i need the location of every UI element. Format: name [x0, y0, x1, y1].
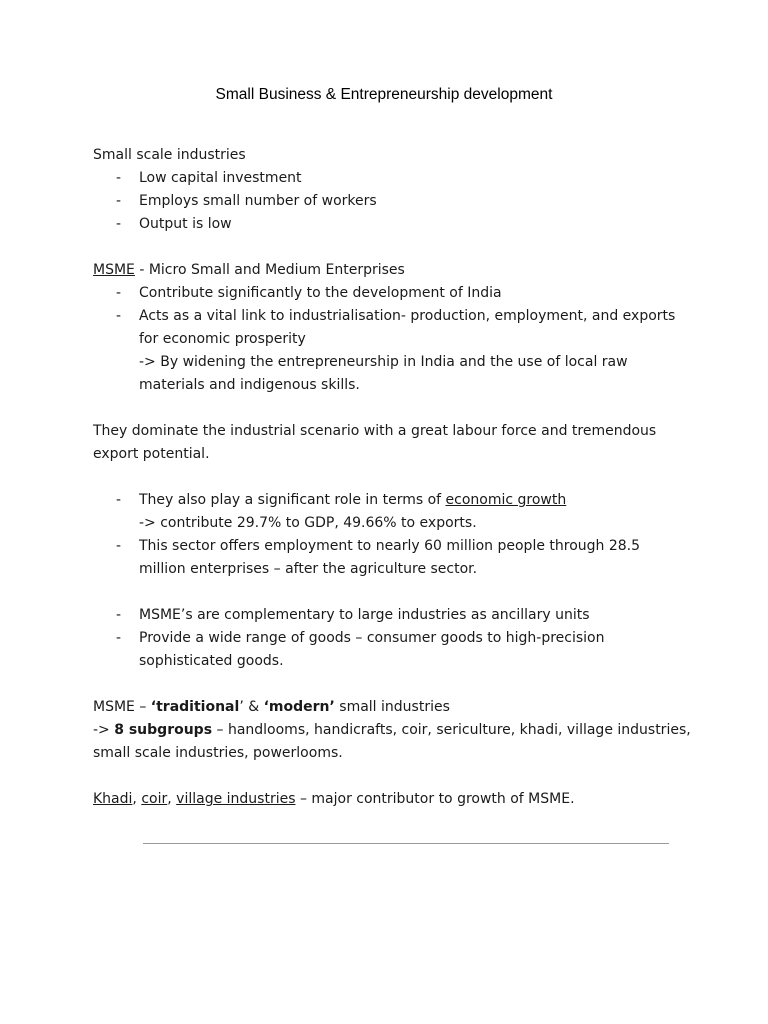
list-item-text: This sector offers employment to nearly 60 million people through 28.5 [139, 538, 641, 554]
section-heading-msme [93, 259, 683, 282]
msme-types-line [93, 696, 683, 719]
list-item-continuation: materials and indigenous skills. [139, 377, 360, 393]
list-item-continuation: sophisticated goods. [139, 653, 284, 669]
list-item-text: MSME’s are complementary to large industries as ancillary units [139, 607, 590, 623]
bullet-dash: - [116, 538, 122, 554]
list-item-continuation: -> By widening the entrepreneurship in India and the use of local raw [139, 354, 628, 370]
bullet-dash: - [116, 607, 122, 623]
list-item-text: Low capital investment [139, 170, 302, 186]
bullet-dash: - [116, 308, 122, 324]
text-span: , [167, 791, 177, 807]
bullet-dash: - [116, 630, 122, 646]
bullet-dash: - [116, 216, 122, 232]
list-item-continuation: for economic prosperity [139, 331, 306, 347]
list-item-continuation: -> contribute 29.7% to GDP, 49.66% to exports. [139, 515, 477, 531]
bullet-dash: - [116, 170, 122, 186]
text-span: – major contributor to growth of MSME. [295, 791, 575, 807]
coir-underlined: coir [141, 791, 168, 807]
horizontal-divider [143, 843, 669, 844]
bullet-dash: - [116, 492, 122, 508]
list-item [93, 535, 683, 558]
major-contributor-line [93, 788, 683, 811]
paragraph-line: They dominate the industrial scenario with a great labour force and tremendous [93, 423, 657, 439]
list-item-continuation: million enterprises – after the agriculture sector. [139, 561, 478, 577]
economic-growth-underlined: economic growth [445, 492, 567, 508]
list-item [93, 190, 683, 213]
traditional-bold: ‘traditional [150, 699, 240, 715]
list-item [93, 282, 683, 305]
text-span: ’ & [239, 699, 264, 715]
list-item-text: Acts as a vital link to industrialisation- production, employment, and exports [139, 308, 676, 324]
list-item [93, 604, 683, 627]
subgroups-continuation: small scale industries, powerlooms. [93, 745, 343, 761]
list-item-text: Contribute significantly to the development of India [139, 285, 502, 301]
document-title: Small Business & Entrepreneurship development [215, 86, 553, 103]
khadi-underlined: Khadi [93, 791, 133, 807]
msme-term: MSME [93, 262, 135, 278]
list-item-text: Provide a wide range of goods – consumer goods to high-precision [139, 630, 605, 646]
list-item-text: They also play a significant role in terms of [139, 492, 446, 508]
text-span: , [132, 791, 142, 807]
list-item [93, 489, 683, 512]
list-item-text: Employs small number of workers [139, 193, 377, 209]
modern-bold: ‘modern’ [263, 699, 335, 715]
bullet-dash: - [116, 193, 122, 209]
text-span: -> [93, 722, 115, 738]
text-span: – handlooms, handicrafts, coir, sericulture, khadi, village industries, [212, 722, 691, 738]
list-item [93, 167, 683, 190]
subgroups-line [93, 719, 691, 742]
document-body [93, 144, 691, 811]
list-item [93, 627, 683, 650]
list-item-text: Output is low [139, 216, 232, 232]
text-span: MSME – [93, 699, 151, 715]
bullet-dash: - [116, 285, 122, 301]
subgroups-bold: 8 subgroups [114, 722, 213, 738]
section-heading-small-scale: Small scale industries [93, 147, 246, 163]
text-span: small industries [334, 699, 450, 715]
list-item [93, 305, 683, 328]
village-industries-underlined: village industries [176, 791, 296, 807]
list-item [93, 213, 683, 236]
msme-definition: - Micro Small and Medium Enterprises [134, 262, 405, 278]
paragraph-line: export potential. [93, 446, 210, 462]
